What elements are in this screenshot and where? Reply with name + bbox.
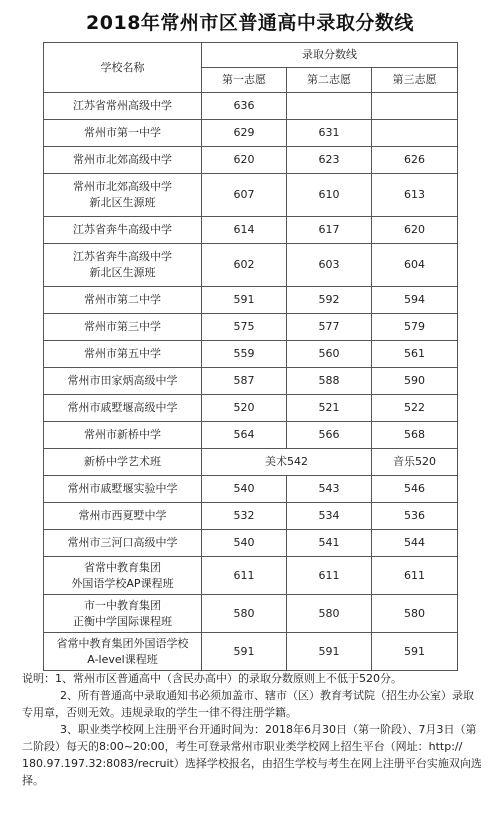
table-row <box>44 503 458 530</box>
school-name-cell <box>44 368 202 395</box>
note-3b: 二阶段）每天的8:00~20:00，考生可登录常州市职业类学校网上招生平台（网址：http:// <box>22 740 463 753</box>
first-choice-score: 591 <box>202 633 287 671</box>
second-choice-score: 566 <box>287 422 372 449</box>
school-name-cell <box>44 503 202 530</box>
second-choice-score: 611 <box>287 557 372 595</box>
header-third-choice: 第三志愿 <box>372 68 458 93</box>
first-choice-score: 532 <box>202 503 287 530</box>
school-name-cell <box>44 595 202 633</box>
school-name-line: 常州市三河口高级中学 <box>67 536 178 549</box>
header-school-name: 学校名称 <box>44 43 202 93</box>
third-choice-score: 620 <box>372 217 458 244</box>
score-table-body <box>44 93 458 671</box>
school-name-cell <box>44 422 202 449</box>
first-choice-score: 636 <box>202 93 287 120</box>
third-choice-score: 613 <box>372 174 458 217</box>
third-choice-score: 546 <box>372 476 458 503</box>
second-choice-score <box>287 93 372 120</box>
table-row <box>44 595 458 633</box>
school-name-line: 外国语学校AP课程班 <box>71 576 174 590</box>
third-choice-score: 591 <box>372 633 458 671</box>
second-choice-score: 580 <box>287 595 372 633</box>
school-name-line: 常州市第二中学 <box>84 293 161 306</box>
second-choice-score: 592 <box>287 287 372 314</box>
school-name-cell <box>44 395 202 422</box>
header-score-group: 录取分数线 <box>202 43 458 68</box>
school-name-cell <box>44 530 202 557</box>
school-name-line: 常州市新桥中学 <box>84 428 161 441</box>
school-name-cell <box>44 287 202 314</box>
school-name-cell <box>44 174 202 217</box>
school-name-cell <box>44 217 202 244</box>
table-row <box>44 476 458 503</box>
school-name-line: 新北区生源班 <box>89 196 156 209</box>
school-name-cell <box>44 314 202 341</box>
first-choice-score: 629 <box>202 120 287 147</box>
third-choice-score <box>372 120 458 147</box>
school-name-line: 省常中教育集团外国语学校 <box>56 636 189 650</box>
second-choice-score: 623 <box>287 147 372 174</box>
header-second-choice: 第二志愿 <box>287 68 372 93</box>
school-name-line: A-level课程班 <box>87 652 158 666</box>
note-1: 说明：1、常州市区普通高中（含民办高中）的录取分数原则上不低于520分。 <box>22 672 402 685</box>
school-name-line: 新北区生源班 <box>89 266 156 279</box>
note-3c: 180.97.197.32:8083/recruit）选择学校报名，由招生学校与考生在网上注册平台实施双向选 <box>22 757 482 770</box>
first-choice-score: 580 <box>202 595 287 633</box>
first-choice-score: 614 <box>202 217 287 244</box>
table-row <box>44 120 458 147</box>
school-name-cell <box>44 341 202 368</box>
table-row <box>44 244 458 287</box>
school-name-line: 常州市田家炳高级中学 <box>67 374 178 387</box>
school-name-line: 江苏省奔牛高级中学 <box>73 250 172 263</box>
third-choice-score: 611 <box>372 557 458 595</box>
first-choice-score: 564 <box>202 422 287 449</box>
school-name-cell <box>44 147 202 174</box>
school-name-line: 常州市第三中学 <box>84 320 161 333</box>
school-name-cell <box>44 476 202 503</box>
table-row <box>44 633 458 671</box>
school-name-line: 常州市北郊高级中学 <box>73 180 172 193</box>
third-choice-score: 544 <box>372 530 458 557</box>
school-name-line: 常州市戚墅堰高级中学 <box>67 401 178 414</box>
school-name-line: 江苏省常州高级中学 <box>73 99 172 112</box>
third-choice-score: 536 <box>372 503 458 530</box>
notes-section <box>22 670 484 789</box>
page-title: 2018年常州市区普通高中录取分数线 <box>86 12 414 34</box>
third-choice-score: 522 <box>372 395 458 422</box>
school-name-cell <box>44 120 202 147</box>
third-choice-score: 590 <box>372 368 458 395</box>
table-row <box>44 449 458 476</box>
school-name-line: 常州市西夏墅中学 <box>78 509 167 522</box>
school-name-cell <box>44 449 202 476</box>
second-choice-score: 588 <box>287 368 372 395</box>
second-choice-score: 603 <box>287 244 372 287</box>
school-name-cell <box>44 244 202 287</box>
second-choice-score: 541 <box>287 530 372 557</box>
school-name-line: 新桥中学艺术班 <box>84 455 161 468</box>
first-choice-score: 607 <box>202 174 287 217</box>
third-choice-score: 568 <box>372 422 458 449</box>
second-choice-score: 521 <box>287 395 372 422</box>
header-first-choice: 第一志愿 <box>202 68 287 93</box>
third-choice-score: 594 <box>372 287 458 314</box>
table-row <box>44 557 458 595</box>
first-choice-score: 591 <box>202 287 287 314</box>
table-row <box>44 368 458 395</box>
first-choice-score: 602 <box>202 244 287 287</box>
second-choice-score: 617 <box>287 217 372 244</box>
third-choice-score: 626 <box>372 147 458 174</box>
second-choice-score: 560 <box>287 341 372 368</box>
school-name-cell <box>44 633 202 671</box>
school-name-line: 正衡中学国际课程班 <box>73 614 172 628</box>
third-choice-score: 561 <box>372 341 458 368</box>
third-choice-score: 579 <box>372 314 458 341</box>
second-choice-score: 591 <box>287 633 372 671</box>
school-name-line: 常州市北郊高级中学 <box>73 153 172 166</box>
table-row <box>44 530 458 557</box>
note-3a: 3、职业类学校网上注册平台开通时间为：2018年6月30日（第一阶段）、7月3日（第 <box>60 723 477 736</box>
third-choice-score <box>372 93 458 120</box>
table-row <box>44 217 458 244</box>
second-choice-score: 543 <box>287 476 372 503</box>
second-choice-score: 577 <box>287 314 372 341</box>
art-score-cell: 美术542 <box>202 449 372 476</box>
music-score-cell: 音乐520 <box>372 449 458 476</box>
first-choice-score: 540 <box>202 530 287 557</box>
table-row <box>44 341 458 368</box>
first-choice-score: 611 <box>202 557 287 595</box>
note-2b: 专用章，否则无效。违规录取的学生一律不得注册学籍。 <box>22 706 297 719</box>
first-choice-score: 587 <box>202 368 287 395</box>
school-name-line: 常州市第一中学 <box>84 126 161 139</box>
table-row <box>44 174 458 217</box>
school-name-line: 常州市第五中学 <box>84 347 161 360</box>
note-3d: 择。 <box>22 774 44 787</box>
second-choice-score: 631 <box>287 120 372 147</box>
first-choice-score: 620 <box>202 147 287 174</box>
score-table <box>43 42 458 671</box>
table-row <box>44 314 458 341</box>
third-choice-score: 604 <box>372 244 458 287</box>
school-name-line: 江苏省奔牛高级中学 <box>73 223 172 236</box>
school-name-line: 常州市戚墅堰实验中学 <box>67 482 178 495</box>
second-choice-score: 534 <box>287 503 372 530</box>
first-choice-score: 540 <box>202 476 287 503</box>
first-choice-score: 520 <box>202 395 287 422</box>
first-choice-score: 575 <box>202 314 287 341</box>
third-choice-score: 580 <box>372 595 458 633</box>
table-row <box>44 422 458 449</box>
school-name-line: 省常中教育集团 <box>84 560 161 574</box>
note-2a: 2、所有普通高中录取通知书必须加盖市、辖市（区）教育考试院（招生办公室）录取 <box>60 689 474 702</box>
table-row <box>44 287 458 314</box>
first-choice-score: 559 <box>202 341 287 368</box>
table-row <box>44 93 458 120</box>
school-name-cell <box>44 93 202 120</box>
school-name-line: 市一中教育集团 <box>84 598 161 612</box>
table-row <box>44 395 458 422</box>
table-row <box>44 147 458 174</box>
school-name-cell <box>44 557 202 595</box>
second-choice-score: 610 <box>287 174 372 217</box>
